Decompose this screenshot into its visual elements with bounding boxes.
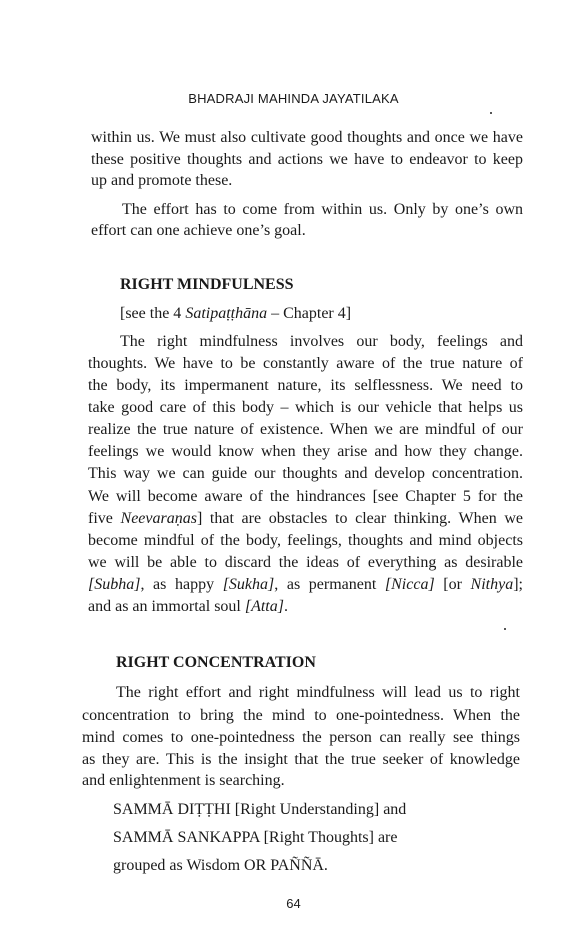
paragraph-line: The effort has to come from within us. Only by one’s own — [122, 201, 523, 218]
section-heading: RIGHT MINDFULNESS — [120, 276, 294, 293]
paragraph-line: become mindful of the body, feelings, thoughts and mind objects — [88, 532, 523, 549]
text-run: , as permanent — [274, 576, 385, 593]
scan-speck — [490, 112, 492, 114]
paragraph-line: This way we can guide our thoughts and develop concentration. — [88, 465, 523, 482]
ref-text: [see the 4 — [120, 305, 186, 322]
chapter-reference — [120, 305, 587, 323]
pali-term: [Atta] — [244, 598, 284, 615]
paragraph-line: and enlightenment is searching. — [82, 772, 285, 789]
paragraph-line: concentration to bring the mind to one-pointedness. When the — [82, 707, 520, 724]
text-run: , as happy — [140, 576, 223, 593]
paragraph-line: as they are. This is the insight that the true seeker of knowledge — [82, 751, 520, 768]
text-run: ]; — [513, 576, 523, 593]
paragraph-line: realize the true nature of existence. When we are mindful of our — [88, 421, 523, 438]
section-heading: RIGHT CONCENTRATION — [116, 654, 316, 671]
paragraph-line: grouped as Wisdom OR PAÑÑĀ. — [113, 857, 328, 874]
paragraph-line: mind comes to one-pointedness the person can really see things — [82, 729, 520, 746]
paragraph-line: feelings we would know when they arise and how they change. — [88, 443, 523, 460]
paragraph-line: SAMMĀ DIṬṬHI [Right Understanding] and — [113, 801, 407, 818]
text-run: five — [88, 510, 121, 527]
ref-text: – Chapter 4] — [267, 305, 352, 322]
paragraph-line: up and promote these. — [91, 172, 233, 189]
pali-term: Neevaraṇas — [120, 510, 197, 527]
text-run: [or — [434, 576, 471, 593]
paragraph-line — [88, 510, 523, 528]
text-run: ] that are obstacles to clear thinking. When we — [196, 510, 523, 527]
ref-term: Satipaṭṭhāna — [185, 305, 268, 322]
paragraph-line: these positive thoughts and actions we have to endeavor to keep — [91, 151, 523, 168]
paragraph-line: The right effort and right mindfulness will lead us to right — [116, 684, 520, 701]
text-run: and as an immortal soul — [88, 598, 245, 615]
paragraph-line: We will become aware of the hindrances [see Chapter 5 for the — [88, 488, 523, 505]
scan-speck — [504, 628, 506, 630]
running-header: BHADRAJI MAHINDA JAYATILAKA — [188, 91, 399, 106]
paragraph-line — [88, 576, 523, 594]
paragraph-line: take good care of this body – which is our vehicle that helps us — [88, 399, 523, 416]
paragraph-line — [88, 598, 587, 616]
paragraph-line: The right mindfulness involves our body, feelings and — [120, 333, 523, 350]
pali-term: Nithya — [470, 576, 514, 593]
paragraph-line: within us. We must also cultivate good thoughts and once we have — [91, 129, 523, 146]
paragraph-line: the body, its impermanent nature, its selflessness. We need to — [88, 377, 523, 394]
pali-term: [Nicca] — [384, 576, 435, 593]
page-number: 64 — [286, 896, 301, 911]
pali-term: [Subha] — [88, 576, 141, 593]
paragraph-line: SAMMĀ SANKAPPA [Right Thoughts] are — [113, 829, 398, 846]
pali-term: [Sukha] — [222, 576, 275, 593]
text-run: . — [283, 598, 288, 615]
paragraph-line: thoughts. We have to be constantly aware of the true nature of — [88, 355, 523, 372]
paragraph-line: effort can one achieve one’s goal. — [91, 222, 306, 239]
paragraph-line: we will be able to discard the ideas of everything as desirable — [88, 554, 523, 571]
